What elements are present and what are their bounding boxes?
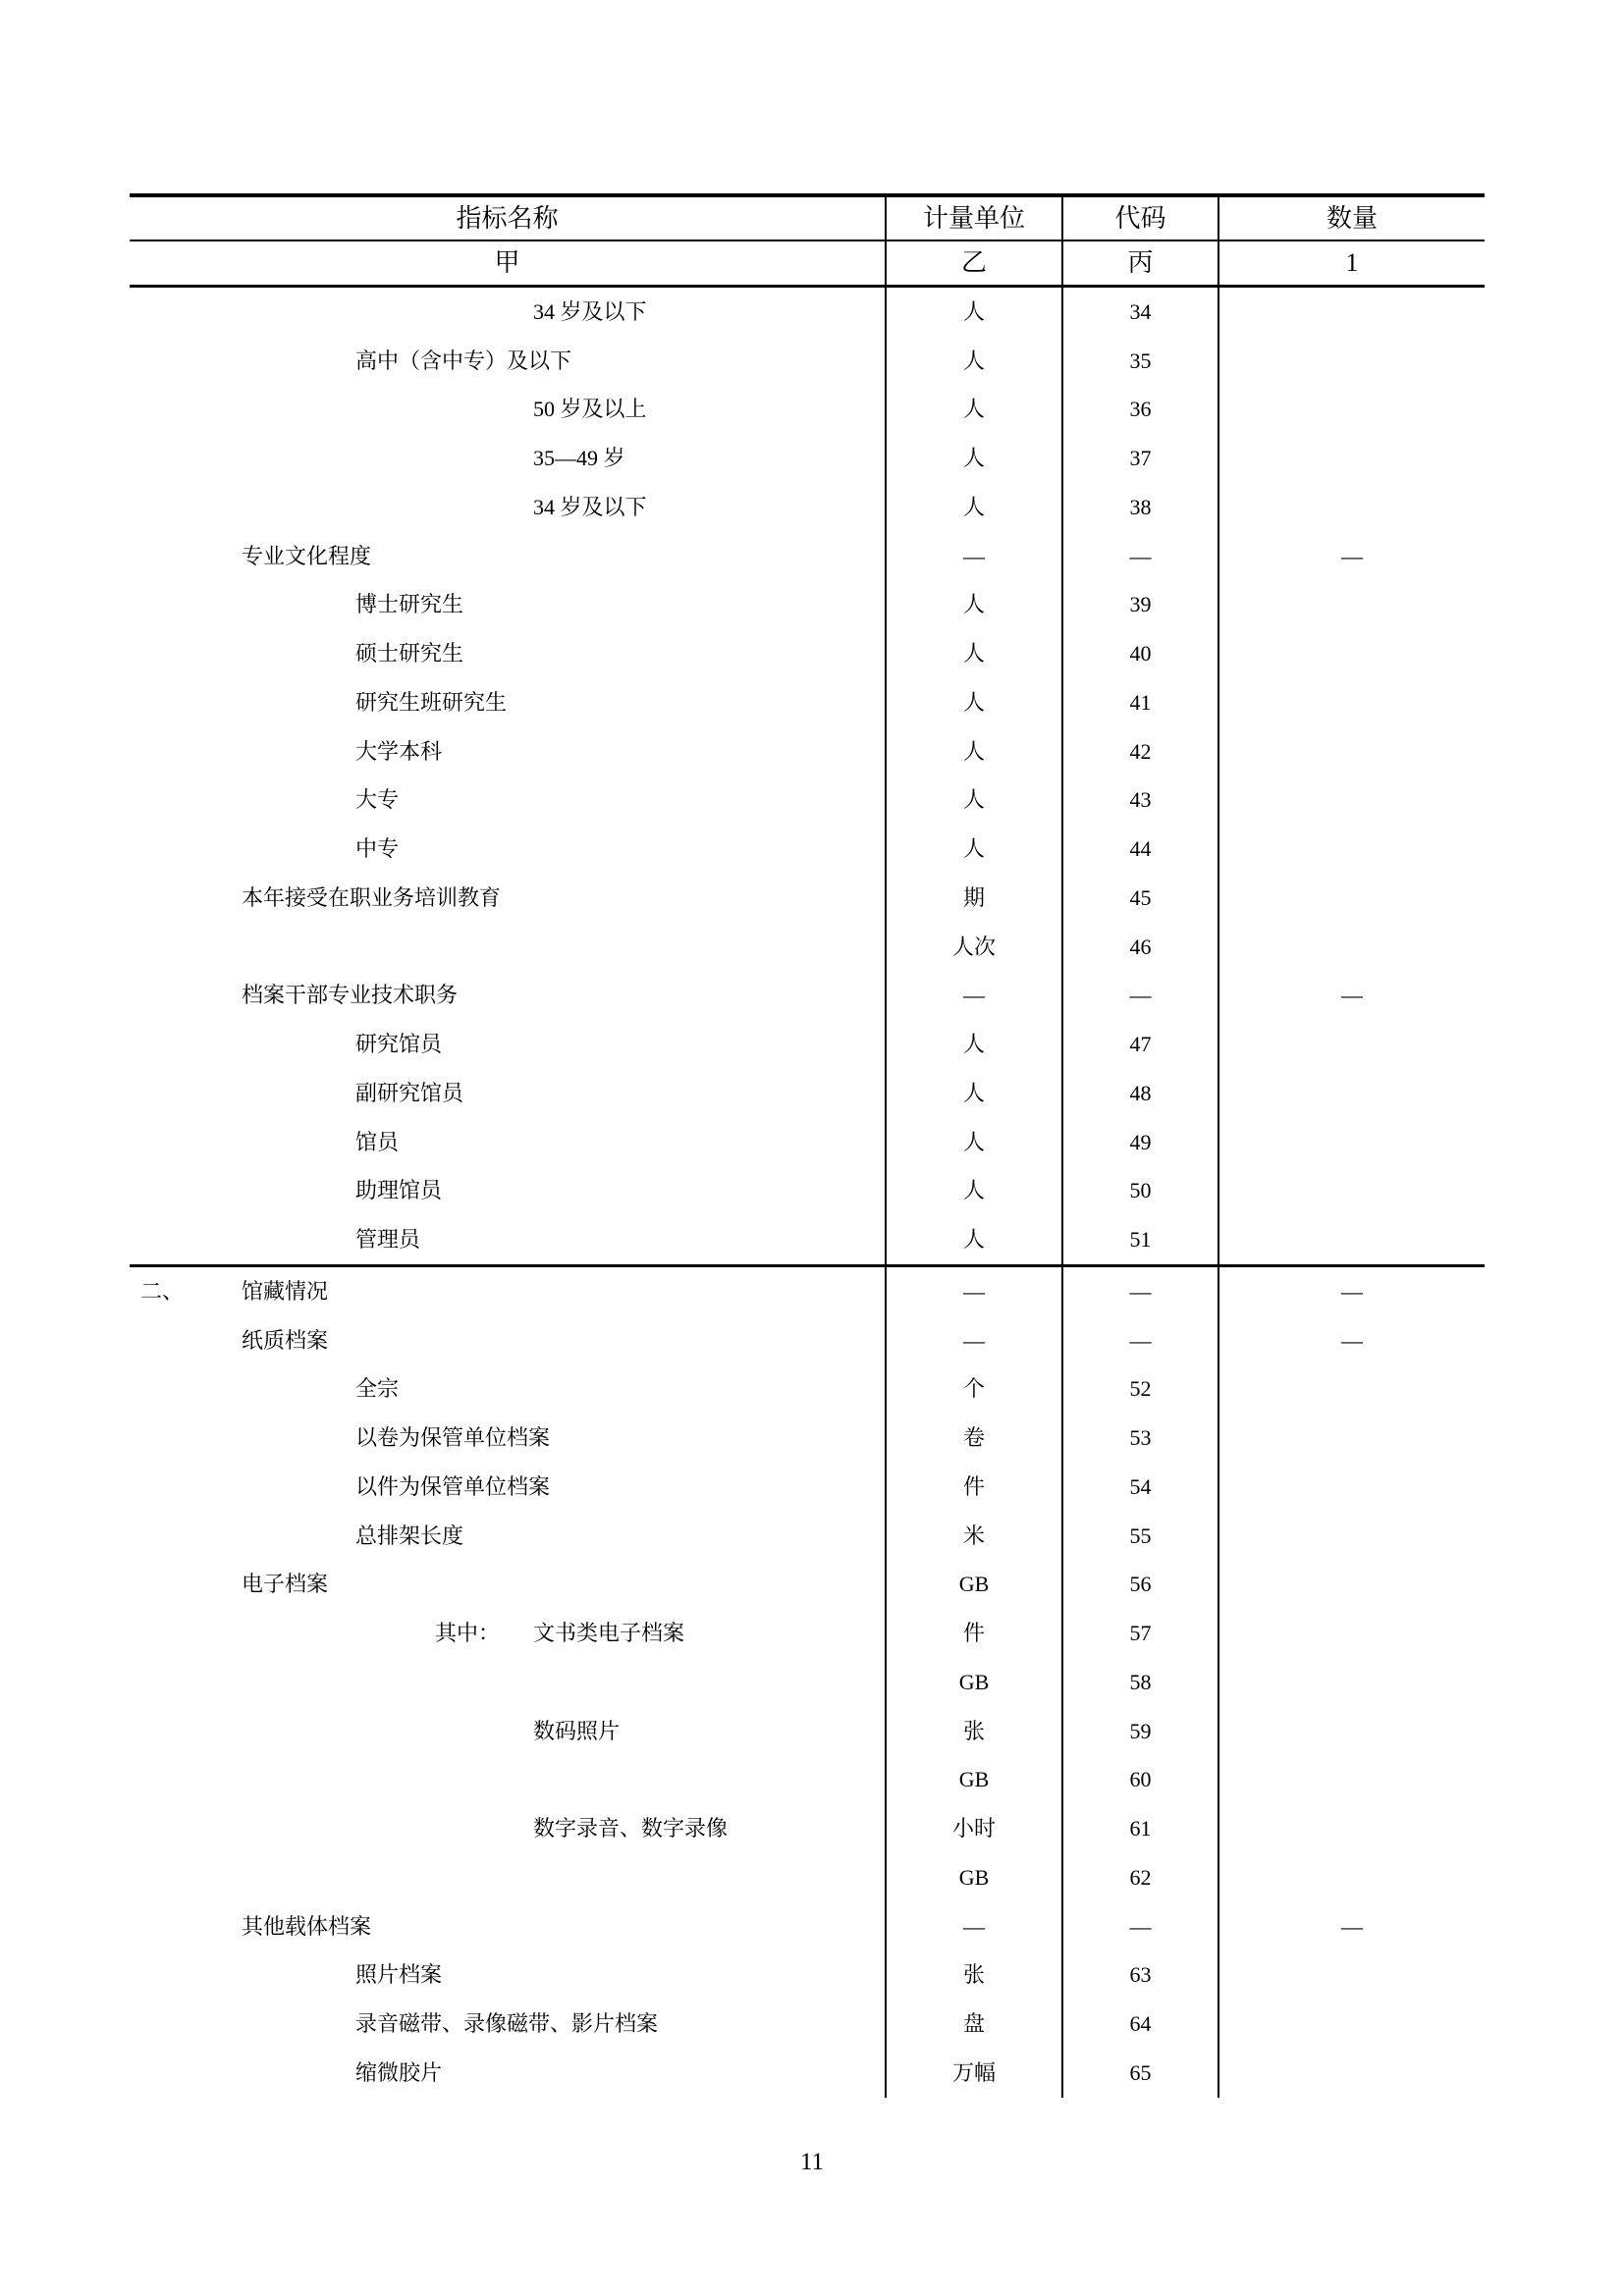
indicator-name-cell bbox=[130, 581, 887, 630]
indicator-name: 34 岁及以下 bbox=[533, 494, 647, 519]
quantity-cell bbox=[1219, 1512, 1485, 1561]
code-cell: 47 bbox=[1063, 1020, 1219, 1069]
code-cell: 43 bbox=[1063, 776, 1219, 826]
unit-cell: GB bbox=[887, 1658, 1063, 1707]
quantity-cell bbox=[1219, 386, 1485, 435]
indicator-name-cell bbox=[130, 1215, 887, 1264]
quantity-cell: — bbox=[1341, 1327, 1363, 1353]
code-cell: 37 bbox=[1063, 434, 1219, 483]
unit-cell: 人 bbox=[887, 776, 1063, 826]
indicator-name: 数字录音、数字录像 bbox=[533, 1816, 729, 1842]
table-row bbox=[130, 1902, 1485, 1951]
indicator-name-cell bbox=[130, 1609, 887, 1658]
indicator-name-cell bbox=[130, 1267, 887, 1316]
indicator-name-cell bbox=[130, 1512, 887, 1561]
quantity-cell bbox=[1219, 2049, 1485, 2098]
indicator-name: 录音磁带、录像磁带、影片档案 bbox=[355, 2011, 659, 2037]
indicator-name-cell bbox=[130, 874, 887, 923]
table-row bbox=[130, 1463, 1485, 1512]
unit-cell: 人 bbox=[887, 825, 1063, 874]
code-cell: — bbox=[1063, 1267, 1219, 1316]
unit-cell: 人 bbox=[887, 386, 1063, 435]
indicator-name-cell bbox=[130, 727, 887, 776]
indicator-name-cell bbox=[130, 483, 887, 532]
indicator-name-cell bbox=[130, 1658, 887, 1707]
quantity-cell bbox=[1219, 678, 1485, 727]
table-subheader-row bbox=[130, 241, 1485, 288]
header-unit: 计量单位 bbox=[887, 197, 1063, 240]
indicator-name-cell bbox=[130, 1707, 887, 1756]
table-row bbox=[130, 1215, 1485, 1264]
unit-cell: 期 bbox=[887, 874, 1063, 923]
code-cell: 41 bbox=[1063, 678, 1219, 727]
indicator-name: 馆藏情况 bbox=[242, 1278, 329, 1304]
code-cell: 48 bbox=[1063, 1069, 1219, 1118]
indicator-name-cell bbox=[130, 1756, 887, 1805]
unit-cell: 张 bbox=[887, 1707, 1063, 1756]
quantity-cell: — bbox=[1341, 983, 1363, 1008]
indicator-name-cell bbox=[130, 1167, 887, 1216]
code-cell: — bbox=[1063, 1316, 1219, 1365]
indicator-name-cell bbox=[130, 1902, 887, 1951]
quantity-cell bbox=[1219, 337, 1485, 386]
table-row bbox=[130, 1658, 1485, 1707]
quantity-cell bbox=[1219, 825, 1485, 874]
unit-cell: 盘 bbox=[887, 2000, 1063, 2049]
page-number: 11 bbox=[799, 2149, 825, 2175]
quantity-cell bbox=[1219, 1951, 1485, 2001]
quantity-cell bbox=[1219, 1609, 1485, 1658]
code-cell: 59 bbox=[1063, 1707, 1219, 1756]
table-row bbox=[130, 337, 1485, 386]
table-row bbox=[130, 1020, 1485, 1069]
quantity-cell bbox=[1219, 727, 1485, 776]
table-row bbox=[130, 2000, 1485, 2049]
indicator-name: 全宗 bbox=[355, 1376, 400, 1402]
code-cell: 60 bbox=[1063, 1756, 1219, 1805]
indicator-name-cell bbox=[130, 1804, 887, 1853]
header-code: 代码 bbox=[1063, 197, 1219, 240]
indicator-name-cell bbox=[130, 288, 887, 337]
indicator-name-cell bbox=[130, 1463, 887, 1512]
code-cell: — bbox=[1063, 1902, 1219, 1951]
indicator-name-cell bbox=[130, 825, 887, 874]
indicator-name: 以件为保管单位档案 bbox=[355, 1473, 551, 1499]
unit-cell: 件 bbox=[887, 1463, 1063, 1512]
quantity-cell bbox=[1219, 1118, 1485, 1167]
quantity-cell bbox=[1219, 1658, 1485, 1707]
table-row bbox=[130, 1512, 1485, 1561]
indicator-name: 高中（含中专）及以下 bbox=[355, 347, 572, 373]
code-cell: 58 bbox=[1063, 1658, 1219, 1707]
indicator-name-cell bbox=[130, 776, 887, 826]
indicator-name: 中专 bbox=[355, 836, 400, 862]
table-row bbox=[130, 1853, 1485, 1902]
table-row bbox=[130, 581, 1485, 630]
subheader-one: 1 bbox=[1345, 248, 1359, 277]
table-row bbox=[130, 532, 1485, 581]
indicator-name: 专业文化程度 bbox=[242, 543, 372, 568]
unit-cell: GB bbox=[887, 1853, 1063, 1902]
quantity-cell bbox=[1219, 1215, 1485, 1264]
indicator-name-cell bbox=[130, 1020, 887, 1069]
code-cell: 44 bbox=[1063, 825, 1219, 874]
quantity-cell bbox=[1219, 874, 1485, 923]
unit-cell: — bbox=[887, 1267, 1063, 1316]
indicator-name-cell bbox=[130, 1365, 887, 1415]
table-row bbox=[130, 1264, 1485, 1316]
code-cell: 65 bbox=[1063, 2049, 1219, 2098]
indicator-name-cell bbox=[130, 923, 887, 972]
unit-cell: 人 bbox=[887, 1118, 1063, 1167]
unit-cell: 人 bbox=[887, 337, 1063, 386]
table-row bbox=[130, 629, 1485, 678]
indicator-name: 总排架长度 bbox=[355, 1522, 464, 1548]
table-row bbox=[130, 386, 1485, 435]
subheader-jia: 甲 bbox=[130, 241, 887, 285]
quantity-cell bbox=[1219, 1561, 1485, 1610]
indicator-name: 其他载体档案 bbox=[242, 1913, 372, 1939]
code-cell: 45 bbox=[1063, 874, 1219, 923]
code-cell: 42 bbox=[1063, 727, 1219, 776]
indicator-name: 35—49 岁 bbox=[533, 446, 625, 471]
unit-cell: 人次 bbox=[887, 923, 1063, 972]
unit-cell: — bbox=[887, 532, 1063, 581]
unit-cell: — bbox=[887, 1316, 1063, 1365]
indicator-name: 照片档案 bbox=[355, 1962, 443, 1988]
indicator-name: 50 岁及以上 bbox=[533, 397, 647, 422]
code-cell: 54 bbox=[1063, 1463, 1219, 1512]
quantity-cell bbox=[1219, 581, 1485, 630]
code-cell: 53 bbox=[1063, 1414, 1219, 1463]
unit-cell: 件 bbox=[887, 1609, 1063, 1658]
unit-cell: 张 bbox=[887, 1951, 1063, 2001]
code-cell: 51 bbox=[1063, 1215, 1219, 1264]
code-cell: 55 bbox=[1063, 1512, 1219, 1561]
table-row bbox=[130, 678, 1485, 727]
quantity-cell: — bbox=[1341, 1278, 1363, 1304]
table-row bbox=[130, 1316, 1485, 1365]
table-row bbox=[130, 923, 1485, 972]
statistics-table bbox=[130, 193, 1485, 2098]
code-cell: 50 bbox=[1063, 1167, 1219, 1216]
table-row bbox=[130, 874, 1485, 923]
unit-cell: 人 bbox=[887, 434, 1063, 483]
table-row bbox=[130, 434, 1485, 483]
indicator-name: 研究生班研究生 bbox=[355, 689, 508, 715]
code-cell: 46 bbox=[1063, 923, 1219, 972]
table-row bbox=[130, 776, 1485, 826]
indicator-name-cell bbox=[130, 434, 887, 483]
quantity-cell bbox=[1219, 1069, 1485, 1118]
table-row bbox=[130, 1118, 1485, 1167]
quantity-cell bbox=[1219, 1020, 1485, 1069]
header-quantity: 数量 bbox=[1326, 203, 1378, 233]
table-body bbox=[130, 288, 1485, 2098]
section-number: 二、 bbox=[140, 1278, 185, 1304]
indicator-name-cell bbox=[130, 1118, 887, 1167]
indicator-name-cell bbox=[130, 386, 887, 435]
code-cell: 62 bbox=[1063, 1853, 1219, 1902]
indicator-name-cell bbox=[130, 1316, 887, 1365]
indicator-name-cell bbox=[130, 629, 887, 678]
table-row bbox=[130, 288, 1485, 337]
indicator-name: 研究馆员 bbox=[355, 1032, 443, 1057]
indicator-name: 纸质档案 bbox=[242, 1327, 329, 1353]
table-row bbox=[130, 1167, 1485, 1216]
subheader-bing: 丙 bbox=[1063, 241, 1219, 285]
indicator-name-cell bbox=[130, 337, 887, 386]
unit-cell: 卷 bbox=[887, 1414, 1063, 1463]
code-cell: 49 bbox=[1063, 1118, 1219, 1167]
indicator-name-cell bbox=[130, 1069, 887, 1118]
indicator-name: 大专 bbox=[355, 787, 400, 813]
quantity-cell bbox=[1219, 483, 1485, 532]
indicator-name: 电子档案 bbox=[242, 1572, 329, 1597]
unit-cell: 人 bbox=[887, 1020, 1063, 1069]
table-row bbox=[130, 1804, 1485, 1853]
table-row bbox=[130, 1951, 1485, 2001]
code-cell: 56 bbox=[1063, 1561, 1219, 1610]
indicator-name: 档案干部专业技术职务 bbox=[242, 983, 459, 1008]
unit-cell: GB bbox=[887, 1561, 1063, 1610]
code-cell: 61 bbox=[1063, 1804, 1219, 1853]
header-indicator-name: 指标名称 bbox=[130, 197, 887, 240]
table-row bbox=[130, 825, 1485, 874]
quantity-cell bbox=[1219, 1853, 1485, 1902]
unit-cell: 人 bbox=[887, 1215, 1063, 1264]
indicator-name: 以卷为保管单位档案 bbox=[355, 1425, 551, 1451]
quantity-cell bbox=[1219, 1414, 1485, 1463]
subheader-yi: 乙 bbox=[887, 241, 1063, 285]
quantity-cell bbox=[1219, 776, 1485, 826]
indicator-name: 馆员 bbox=[355, 1129, 400, 1154]
code-cell: 40 bbox=[1063, 629, 1219, 678]
code-cell: 38 bbox=[1063, 483, 1219, 532]
indicator-name: 34 岁及以下 bbox=[533, 298, 647, 324]
indicator-name: 管理员 bbox=[355, 1227, 421, 1253]
indicator-name: 硕士研究生 bbox=[355, 641, 464, 667]
indicator-name-cell bbox=[130, 1853, 887, 1902]
table-row bbox=[130, 2049, 1485, 2098]
unit-cell: 人 bbox=[887, 1069, 1063, 1118]
indicator-name: 博士研究生 bbox=[355, 592, 464, 617]
unit-cell: 小时 bbox=[887, 1804, 1063, 1853]
indicator-name: 副研究馆员 bbox=[355, 1080, 464, 1105]
table-row bbox=[130, 1707, 1485, 1756]
table-row bbox=[130, 1561, 1485, 1610]
indicator-name: 缩微胶片 bbox=[355, 2059, 443, 2085]
indicator-name: 大学本科 bbox=[355, 738, 443, 764]
code-cell: 35 bbox=[1063, 337, 1219, 386]
unit-cell: 人 bbox=[887, 483, 1063, 532]
code-cell: 52 bbox=[1063, 1365, 1219, 1415]
quantity-cell bbox=[1219, 1365, 1485, 1415]
indicator-name-cell bbox=[130, 2049, 887, 2098]
unit-cell: 人 bbox=[887, 288, 1063, 337]
indicator-name-cell bbox=[130, 1414, 887, 1463]
table-row bbox=[130, 1365, 1485, 1415]
unit-cell: 人 bbox=[887, 678, 1063, 727]
quantity-cell bbox=[1219, 923, 1485, 972]
indicator-name: 本年接受在职业务培训教育 bbox=[242, 884, 502, 910]
quantity-cell bbox=[1219, 1756, 1485, 1805]
code-cell: 39 bbox=[1063, 581, 1219, 630]
table-row bbox=[130, 1756, 1485, 1805]
table-row bbox=[130, 483, 1485, 532]
unit-cell: 人 bbox=[887, 581, 1063, 630]
code-cell: 36 bbox=[1063, 386, 1219, 435]
indicator-name: 助理馆员 bbox=[355, 1178, 443, 1203]
unit-cell: 万幅 bbox=[887, 2049, 1063, 2098]
code-cell: 34 bbox=[1063, 288, 1219, 337]
table-row bbox=[130, 1609, 1485, 1658]
unit-cell: 米 bbox=[887, 1512, 1063, 1561]
quantity-cell bbox=[1219, 1463, 1485, 1512]
quantity-cell bbox=[1219, 288, 1485, 337]
indicator-name-cell bbox=[130, 1561, 887, 1610]
unit-cell: 人 bbox=[887, 727, 1063, 776]
unit-cell: 人 bbox=[887, 629, 1063, 678]
code-cell: 63 bbox=[1063, 1951, 1219, 2001]
unit-cell: 个 bbox=[887, 1365, 1063, 1415]
indicator-name-cell bbox=[130, 972, 887, 1021]
code-cell: 57 bbox=[1063, 1609, 1219, 1658]
unit-cell: — bbox=[887, 1902, 1063, 1951]
unit-cell: — bbox=[887, 972, 1063, 1021]
quantity-cell bbox=[1219, 1167, 1485, 1216]
unit-cell: 人 bbox=[887, 1167, 1063, 1216]
code-cell: — bbox=[1063, 972, 1219, 1021]
unit-cell: GB bbox=[887, 1756, 1063, 1805]
indicator-name-cell bbox=[130, 678, 887, 727]
indicator-name: 数码照片 bbox=[533, 1718, 621, 1743]
indicator-name-cell bbox=[130, 1951, 887, 2001]
table-header-row bbox=[130, 197, 1485, 241]
quantity-cell: — bbox=[1341, 543, 1363, 568]
table-row bbox=[130, 1414, 1485, 1463]
quantity-cell bbox=[1219, 1707, 1485, 1756]
quantity-cell bbox=[1219, 434, 1485, 483]
code-cell: 64 bbox=[1063, 2000, 1219, 2049]
indicator-name-cell bbox=[130, 532, 887, 581]
indicator-name-cell bbox=[130, 2000, 887, 2049]
indicator-name: 文书类电子档案 bbox=[533, 1621, 685, 1646]
table-row bbox=[130, 972, 1485, 1021]
quantity-cell: — bbox=[1341, 1913, 1363, 1939]
code-cell: — bbox=[1063, 532, 1219, 581]
table-row bbox=[130, 727, 1485, 776]
quantity-cell bbox=[1219, 2000, 1485, 2049]
table-row bbox=[130, 1069, 1485, 1118]
quantity-cell bbox=[1219, 629, 1485, 678]
among-which-label: 其中： bbox=[435, 1621, 501, 1646]
quantity-cell bbox=[1219, 1804, 1485, 1853]
